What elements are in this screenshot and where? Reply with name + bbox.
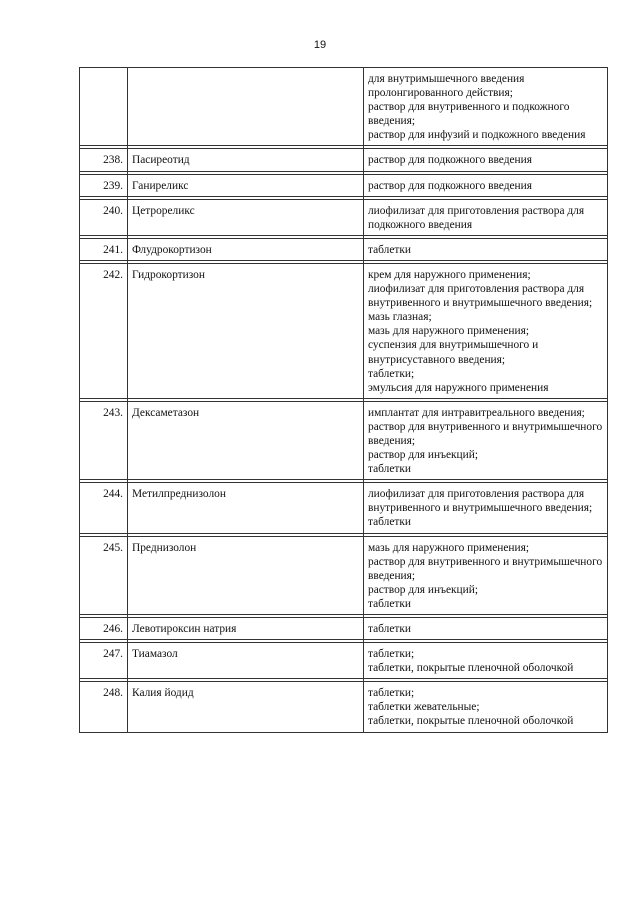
drug-name: Левотироксин натрия <box>128 618 364 640</box>
dosage-form-line: раствор для внутривенного и подкожного введения; <box>368 101 573 128</box>
table-row <box>80 536 608 614</box>
drug-name: Дексаметазон <box>128 401 364 479</box>
dosage-form-line: раствор для подкожного введения <box>368 154 532 167</box>
row-number: 240. <box>80 199 128 235</box>
dosage-form-line: для внутримышечного введения пролонгированного действия; <box>368 73 528 100</box>
dosage-form-line: таблетки жевательные; <box>368 701 480 714</box>
drug-name: Флудрокортизон <box>128 238 364 260</box>
dosage-form-line: раствор для внутривенного и внутримышечного введения; <box>368 555 606 582</box>
drug-name: Калия йодид <box>128 682 364 732</box>
dosage-forms <box>364 618 608 640</box>
dosage-form-line: имплантат для интравитреального введения; <box>368 406 585 419</box>
row-number: 238. <box>80 149 128 171</box>
dosage-forms <box>364 174 608 196</box>
row-number: 245. <box>80 536 128 614</box>
dosage-form-line: таблетки, покрытые пленочной оболочкой <box>368 662 574 675</box>
dosage-form-line: мазь для наружного применения; <box>368 541 530 554</box>
drug-name: Гидрокортизон <box>128 263 364 398</box>
row-number: 243. <box>80 401 128 479</box>
table-row <box>80 401 608 479</box>
dosage-form-line: раствор для инфузий и подкожного введения <box>368 129 586 142</box>
drug-name: Метилпреднизолон <box>128 483 364 533</box>
dosage-form-line: таблетки <box>368 597 412 610</box>
table-row <box>80 199 608 235</box>
row-number: 246. <box>80 618 128 640</box>
drug-table <box>79 67 608 733</box>
table-row <box>80 263 608 398</box>
dosage-forms <box>364 238 608 260</box>
dosage-form-line: раствор для инъекций; <box>368 449 479 462</box>
row-number: 247. <box>80 643 128 679</box>
dosage-form-line: суспензия для внутримышечного и внутрисуставного введения; <box>368 339 542 366</box>
dosage-forms <box>364 483 608 533</box>
row-number <box>80 68 128 146</box>
dosage-forms <box>364 149 608 171</box>
dosage-forms <box>364 536 608 614</box>
dosage-form-line: таблетки; <box>368 648 415 661</box>
dosage-form-line: крем для наружного применения; <box>368 268 531 281</box>
dosage-form-line: эмульсия для наружного применения <box>368 381 549 394</box>
dosage-forms <box>364 643 608 679</box>
table-row <box>80 149 608 171</box>
dosage-form-line: раствор для подкожного введения <box>368 179 532 192</box>
dosage-form-line: раствор для инъекций; <box>368 583 479 596</box>
page-number: 19 <box>313 39 327 51</box>
drug-name: Преднизолон <box>128 536 364 614</box>
dosage-form-line: раствор для внутривенного и внутримышечного введения; <box>368 420 606 447</box>
dosage-form-line: таблетки <box>368 463 412 476</box>
drug-table-body <box>80 68 608 733</box>
dosage-forms <box>364 263 608 398</box>
table-row <box>80 618 608 640</box>
dosage-forms <box>364 401 608 479</box>
dosage-form-line: мазь глазная; <box>368 311 432 324</box>
table-row <box>80 174 608 196</box>
row-number: 239. <box>80 174 128 196</box>
dosage-form-line: лиофилизат для приготовления раствора для внутривенного и внутримышечного введения; <box>368 488 593 515</box>
drug-name <box>128 68 364 146</box>
drug-name: Цетрореликс <box>128 199 364 235</box>
table-row <box>80 238 608 260</box>
dosage-form-line: таблетки <box>368 623 412 635</box>
row-number: 244. <box>80 483 128 533</box>
dosage-forms <box>364 68 608 146</box>
dosage-form-line: лиофилизат для приготовления раствора для внутривенного и внутримышечного введения; <box>368 283 593 310</box>
row-number: 242. <box>80 263 128 398</box>
dosage-form-line: таблетки, покрытые пленочной оболочкой <box>368 715 574 728</box>
dosage-form-line: лиофилизат для приготовления раствора для подкожного введения <box>368 204 587 231</box>
dosage-forms <box>364 199 608 235</box>
table-row <box>80 643 608 679</box>
drug-name: Ганиреликс <box>128 174 364 196</box>
dosage-form-line: таблетки; <box>368 687 415 700</box>
row-number: 241. <box>80 238 128 260</box>
row-number: 248. <box>80 682 128 732</box>
dosage-form-line: таблетки <box>368 516 412 529</box>
dosage-form-line: таблетки <box>368 243 412 256</box>
drug-name: Пасиреотид <box>128 149 364 171</box>
table-row <box>80 483 608 533</box>
drug-name: Тиамазол <box>128 643 364 679</box>
dosage-forms <box>364 682 608 732</box>
dosage-form-line: таблетки; <box>368 367 415 380</box>
dosage-form-line: мазь для наружного применения; <box>368 325 530 338</box>
table-row <box>80 68 608 146</box>
table-row <box>80 682 608 732</box>
